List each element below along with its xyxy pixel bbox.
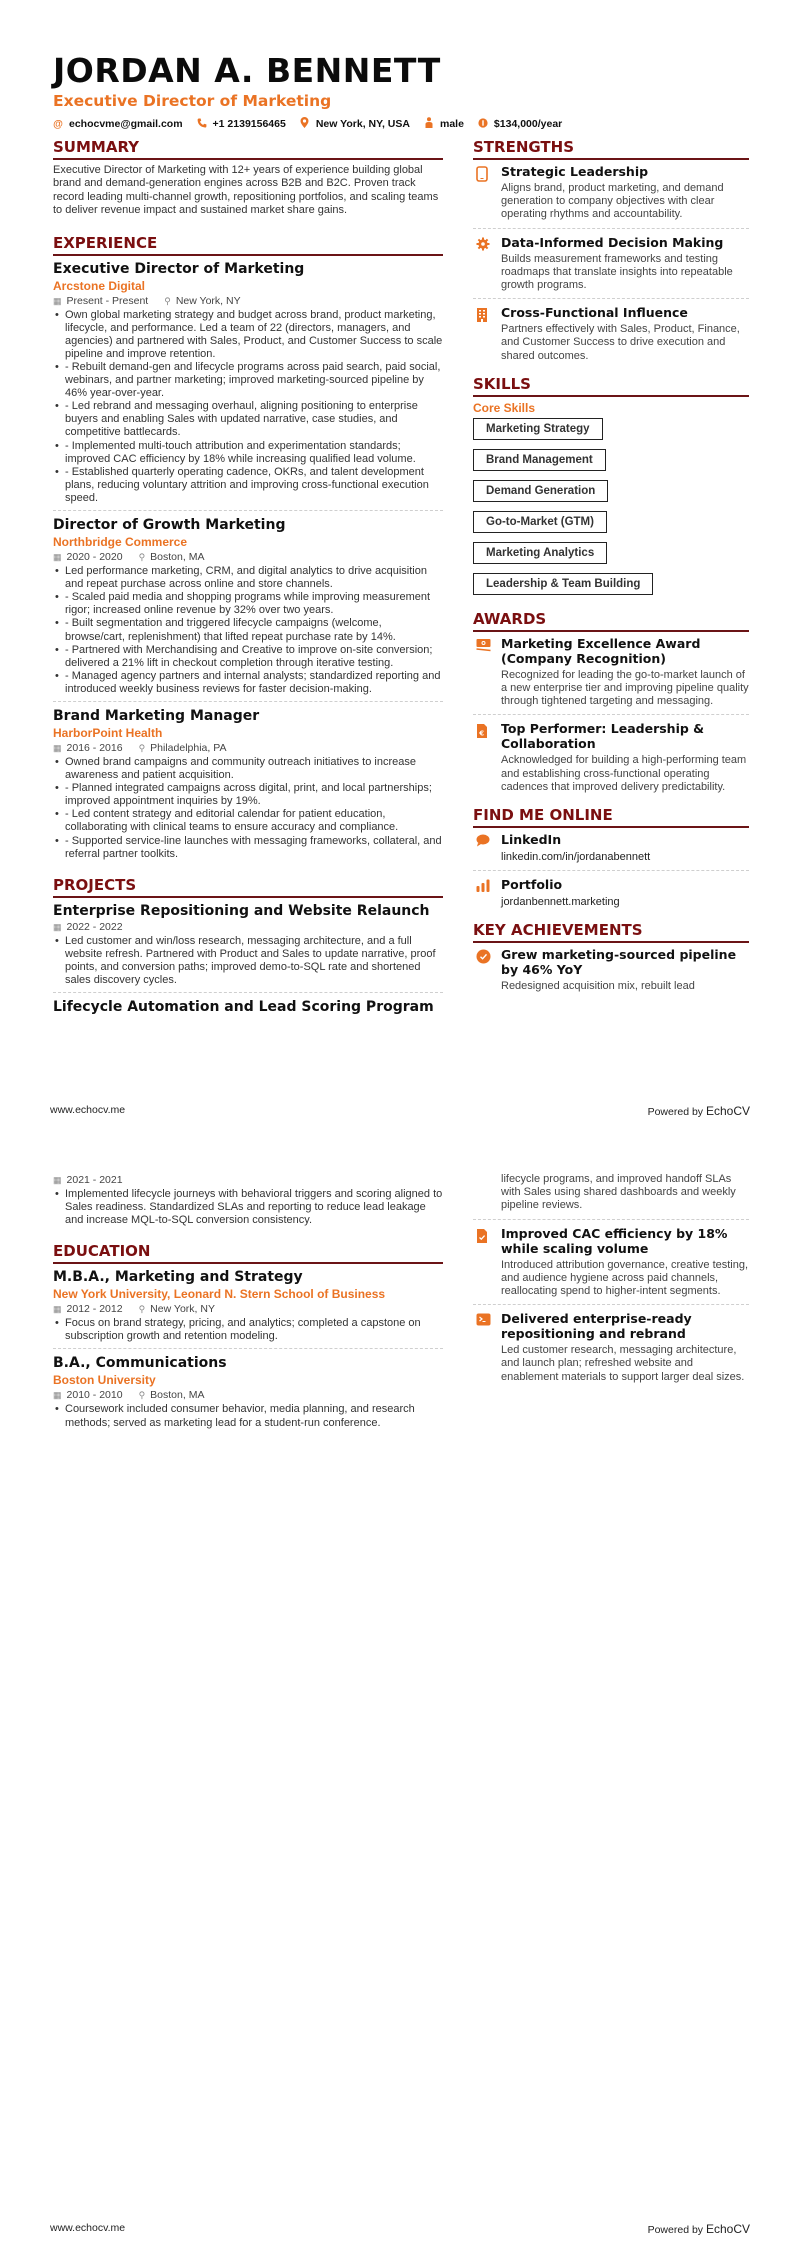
calendar-icon: ▦ (53, 1304, 62, 1315)
job-dates: Present - Present (66, 294, 149, 307)
echocv-brand: EchoCV (705, 2222, 750, 2236)
bullet: • - Partnered with Merchandising and Creative to improve on-site conversion; delivered a 21% lift in checkout completion through iterative testing. (53, 644, 443, 670)
bullet: • - Scaled paid media and shopping programs while improving measurement rigor; increased online revenue by 32% over two years. (53, 591, 443, 617)
bullet: • Focus on brand strategy, pricing, and analytics; completed a capstone on subscription growth and retention modeling. (53, 1317, 443, 1343)
education-location: New York, NY (150, 1303, 215, 1316)
bullet: • - Supported service-line launches with messaging frameworks, collateral, and referral partner toolkits. (53, 835, 443, 861)
resume-page-2 (0, 1123, 794, 2246)
calendar-icon: ▦ (53, 552, 62, 563)
project-meta (53, 1174, 443, 1187)
calendar-icon: ▦ (53, 742, 62, 753)
skill-tag: Go-to-Market (GTM) (473, 511, 607, 533)
project-dates: 2022 - 2022 (66, 920, 123, 933)
school-name: Boston University (53, 1373, 156, 1388)
strength-item (473, 305, 749, 369)
education-entry (53, 1354, 443, 1434)
person-icon (424, 117, 434, 131)
company-name: Arcstone Digital (53, 278, 146, 293)
award-item (473, 636, 749, 716)
skill-tags (473, 418, 749, 604)
skill-tag: Brand Management (473, 449, 606, 471)
bullet: • - Established quarterly operating cadence, OKRs, and talent development plans, reducing voluntary attrition and improving cross-functional execution speed. (53, 466, 443, 505)
degree: B.A., Communications (53, 1355, 227, 1372)
awards-section (473, 610, 749, 800)
project-entry (53, 902, 443, 993)
online-label: Portfolio (501, 877, 563, 893)
phone-value: +1 2139156465 (212, 118, 286, 130)
location-pin-icon: ⚲ (164, 295, 171, 306)
money-icon (473, 636, 501, 709)
gender-value: male (439, 118, 464, 130)
school-name: New York University, Leonard N. Stern School of Business (53, 1287, 386, 1302)
experience-entry (53, 516, 443, 702)
mobile-icon (473, 164, 501, 222)
bullet: • - Led content strategy and editorial calendar for patient education, collaborating with clinical teams to ensure accuracy and compliance. (53, 808, 443, 834)
education-bullets (53, 1317, 443, 1343)
echocv-brand: EchoCV (705, 1104, 750, 1118)
contact-location (300, 117, 410, 131)
strength-title: Cross-Functional Influence (501, 305, 688, 321)
strength-title: Strategic Leadership (501, 164, 649, 179)
education-meta (53, 1303, 443, 1316)
location-icon (300, 117, 310, 131)
gear-icon (473, 235, 501, 293)
page-footer (50, 1104, 750, 1118)
phone-icon (197, 118, 207, 131)
education-section (53, 1242, 443, 1434)
job-title: Director of Growth Marketing (53, 517, 286, 534)
award-desc: Acknowledged for building a high-performing team and establishing cross-functional operating cadences that improved delivery predictability. (501, 754, 747, 793)
achievement-desc: lifecycle programs, and improved handoff SLAs with Sales using shared dashboards and weekly pipeline reviews. (501, 1173, 736, 1212)
strength-title: Data-Informed Decision Making (501, 234, 724, 250)
achievement-title: Improved CAC efficiency by 18% while scaling volume (501, 1225, 728, 1256)
skills-subtitle: Core Skills (473, 400, 536, 415)
job-dates: 2020 - 2020 (66, 551, 123, 564)
experience-entry (53, 707, 443, 866)
candidate-role: Executive Director of Marketing (53, 92, 332, 110)
footer-powered: Powered by EchoCV (647, 2222, 750, 2236)
section-title-education: EDUCATION (53, 1242, 443, 1264)
section-title-projects: PROJECTS (53, 876, 443, 898)
job-meta (53, 295, 443, 308)
award-desc: Recognized for leading the go-to-market launch of a new enterprise tier and improving pipeline quality through tightened targeting and messaging. (501, 668, 749, 708)
location-pin-icon: ⚲ (138, 552, 146, 563)
project-meta (53, 921, 443, 934)
project-entry (53, 998, 443, 1021)
bullet: • Led customer and win/loss research, messaging architecture, and a full website refresh. Partnered with Product and Sales to update narrative, proof points, and conversion paths; improved demo-to-SQL rate and shortened sales discovery cycles. (53, 935, 443, 987)
award-item (473, 721, 749, 800)
contact-bar (53, 117, 753, 131)
project-name: Enterprise Repositioning and Website Relaunch (53, 902, 430, 919)
location-pin-icon: ⚲ (138, 1304, 146, 1315)
education-dates: 2010 - 2010 (66, 1389, 123, 1402)
chat-icon (473, 832, 501, 864)
section-title-experience: EXPERIENCE (53, 234, 443, 256)
section-title-awards: AWARDS (473, 610, 749, 632)
project-bullets (53, 1188, 443, 1227)
project-dates: 2021 - 2021 (66, 1174, 123, 1186)
job-meta (53, 551, 443, 564)
achievement-item (473, 1311, 749, 1390)
degree: M.B.A., Marketing and Strategy (53, 1269, 303, 1286)
bullet: • Led performance marketing, CRM, and digital analytics to drive acquisition and repeat purchase across online and store channels. (53, 565, 443, 591)
check-circle-icon (473, 947, 501, 993)
contact-phone[interactable] (197, 118, 286, 131)
achievements-section (473, 921, 749, 999)
achievement-item (473, 947, 749, 999)
invoice-icon (473, 721, 501, 794)
skill-tag: Marketing Strategy (473, 418, 603, 440)
strength-item (473, 235, 749, 300)
achievement-title: Delivered enterprise-ready repositioning and rebrand (501, 1311, 692, 1342)
job-bullets (53, 756, 443, 861)
summary-section (53, 138, 443, 218)
section-title-summary: SUMMARY (53, 138, 443, 160)
contact-email[interactable] (53, 118, 183, 130)
education-meta (53, 1389, 443, 1402)
strength-item (473, 164, 749, 229)
strength-desc: Aligns brand, product marketing, and demand generation to company objectives with clear operating rhythms and accountability. (501, 182, 724, 221)
at-icon: @ (53, 118, 63, 130)
bullet: • - Managed agency partners and internal analysts; standardized reporting and introduced weekly business reviews for faster decision-making. (53, 670, 443, 696)
portfolio-link[interactable]: jordanbennett.marketing (501, 896, 620, 909)
skill-tag: Marketing Analytics (473, 542, 607, 564)
skills-section (473, 375, 749, 604)
bullet: • Owned brand campaigns and community outreach initiatives to increase awareness and patient acquisition. (53, 756, 443, 782)
calendar-icon: ▦ (53, 295, 62, 306)
footer-site-link[interactable]: www.echocv.me (50, 2222, 126, 2234)
bullet: • Coursework included consumer behavior, media planning, and research methods; served as marketing lead for a student-run conference. (53, 1403, 443, 1429)
bullet: • - Led rebrand and messaging overhaul, aligning positioning to enterprise buyers and enabling Sales with updated narrative, case studies, and competitive battlecards. (53, 400, 443, 439)
online-item[interactable] (473, 877, 749, 915)
job-bullets (53, 565, 443, 696)
bullet: • Implemented lifecycle journeys with behavioral triggers and scoring aligned to Sales readiness. Standardized SLAs and reporting to reduce lead leakage and increase MQL-to-SQL conversion consistency. (53, 1188, 443, 1227)
resume-header (53, 52, 753, 131)
calendar-icon: ▦ (53, 1390, 62, 1401)
job-location: New York, NY (175, 294, 241, 307)
left-column-continued (53, 1173, 443, 1440)
job-dates: 2016 - 2016 (66, 741, 123, 754)
bullet: • Own global marketing strategy and budget across brand, product marketing, lifecycle, and performance. Led a team of 22 (directors, managers, and agencies) and partnered with Sales, Product, and Customer Success to scale pipeline and improve retention. (53, 309, 443, 361)
online-section (473, 806, 749, 915)
strengths-section (473, 138, 749, 369)
experience-entry (53, 260, 443, 511)
contact-salary (478, 118, 562, 131)
bullet: • - Implemented multi-touch attribution and experimentation standards; improved CAC efficiency by 18% while increasing qualified lead volume. (53, 440, 443, 466)
project-bullets (53, 935, 443, 987)
location-pin-icon: ⚲ (138, 1390, 146, 1401)
education-dates: 2012 - 2012 (66, 1303, 123, 1316)
location-value: New York, NY, USA (315, 118, 410, 130)
linkedin-link[interactable]: linkedin.com/in/jordanabennett (501, 851, 651, 864)
bar-chart-icon (473, 877, 501, 909)
project-entry-continued (53, 1174, 443, 1232)
bullet: • - Built segmentation and triggered lifecycle campaigns (welcome, browse/cart, replenishment) that lifted repeat purchase rate by 14%. (53, 617, 443, 643)
job-location: Philadelphia, PA (150, 741, 227, 754)
skill-tag: Leadership & Team Building (473, 573, 653, 595)
right-column-continued (473, 1173, 749, 1396)
achievement-title: Grew marketing-sourced pipeline by 46% YoY (501, 947, 737, 978)
salary-icon (478, 118, 488, 131)
project-name: Lifecycle Automation and Lead Scoring Program (53, 999, 434, 1016)
section-title-achievements: KEY ACHIEVEMENTS (473, 921, 749, 943)
online-item[interactable] (473, 832, 749, 871)
experience-section (53, 234, 443, 866)
achievement-desc: Led customer research, messaging architecture, and launch plan; refreshed website and enablement materials to support larger deal sizes. (501, 1344, 745, 1383)
page-footer (50, 2222, 750, 2236)
award-title: Marketing Excellence Award (Company Recognition) (501, 635, 701, 666)
job-bullets (53, 309, 443, 505)
left-column (53, 138, 443, 1026)
bullet: • - Planned integrated campaigns across digital, print, and local partnerships; improved appointment inquiries by 19%. (53, 782, 443, 808)
education-bullets (53, 1403, 443, 1429)
job-location: Boston, MA (150, 551, 205, 564)
building-icon (473, 305, 501, 363)
company-name: HarborPoint Health (53, 725, 163, 740)
footer-site-link[interactable]: www.echocv.me (50, 1104, 126, 1116)
education-entry (53, 1268, 443, 1349)
company-name: Northbridge Commerce (53, 535, 188, 550)
skill-tag: Demand Generation (473, 480, 608, 502)
bullet: • - Rebuilt demand-gen and lifecycle programs across paid search, paid social, webinars, and partner marketing; improved marketing-sourced pipeline by 46% year-over-year. (53, 361, 443, 400)
achievement-desc: Redesigned acquisition mix, rebuilt lead (501, 980, 695, 993)
strength-desc: Builds measurement frameworks and testing roadmaps that translate insights into repeatable growth programs. (501, 252, 733, 292)
terminal-icon (473, 1311, 501, 1384)
location-pin-icon: ⚲ (138, 742, 146, 753)
candidate-name: JORDAN A. BENNETT (53, 51, 441, 90)
section-title-skills: SKILLS (473, 375, 749, 397)
calendar-icon: ▦ (53, 1175, 62, 1185)
strength-desc: Partners effectively with Sales, Product, Finance, and Customer Success to drive execution and shared outcomes. (501, 323, 740, 362)
email-value: echocvme@gmail.com (69, 118, 183, 130)
achievement-item-continued (473, 1173, 749, 1220)
footer-powered: Powered by EchoCV (647, 1104, 750, 1118)
svg-text:€: € (479, 729, 485, 738)
job-title: Brand Marketing Manager (53, 707, 260, 724)
right-column (473, 138, 749, 1005)
online-label: LinkedIn (501, 832, 562, 848)
salary-value: $134,000/year (493, 118, 563, 130)
job-title: Executive Director of Marketing (53, 260, 305, 277)
achievement-desc: Introduced attribution governance, creative testing, and audience hygiene across paid channels, reallocating spend to higher-intent segments. (501, 1258, 749, 1298)
achievement-item (473, 1226, 749, 1306)
award-title: Top Performer: Leadership & Collaboration (501, 721, 705, 752)
summary-text: Executive Director of Marketing with 12+ years of experience building global brand and demand-generation engines across B2B and B2C. Proven track record leading multi-channel growth, repositioning portfolios, and scaling teams to deliver revenue impact and sustained market share gains. (53, 164, 439, 217)
contact-gender (424, 117, 464, 131)
calendar-icon: ▦ (53, 921, 62, 932)
education-location: Boston, MA (150, 1389, 205, 1402)
job-meta (53, 742, 443, 755)
file-check-icon (473, 1226, 501, 1299)
projects-section (53, 876, 443, 1021)
section-title-strengths: STRENGTHS (473, 138, 749, 160)
section-title-online: FIND ME ONLINE (473, 806, 749, 828)
